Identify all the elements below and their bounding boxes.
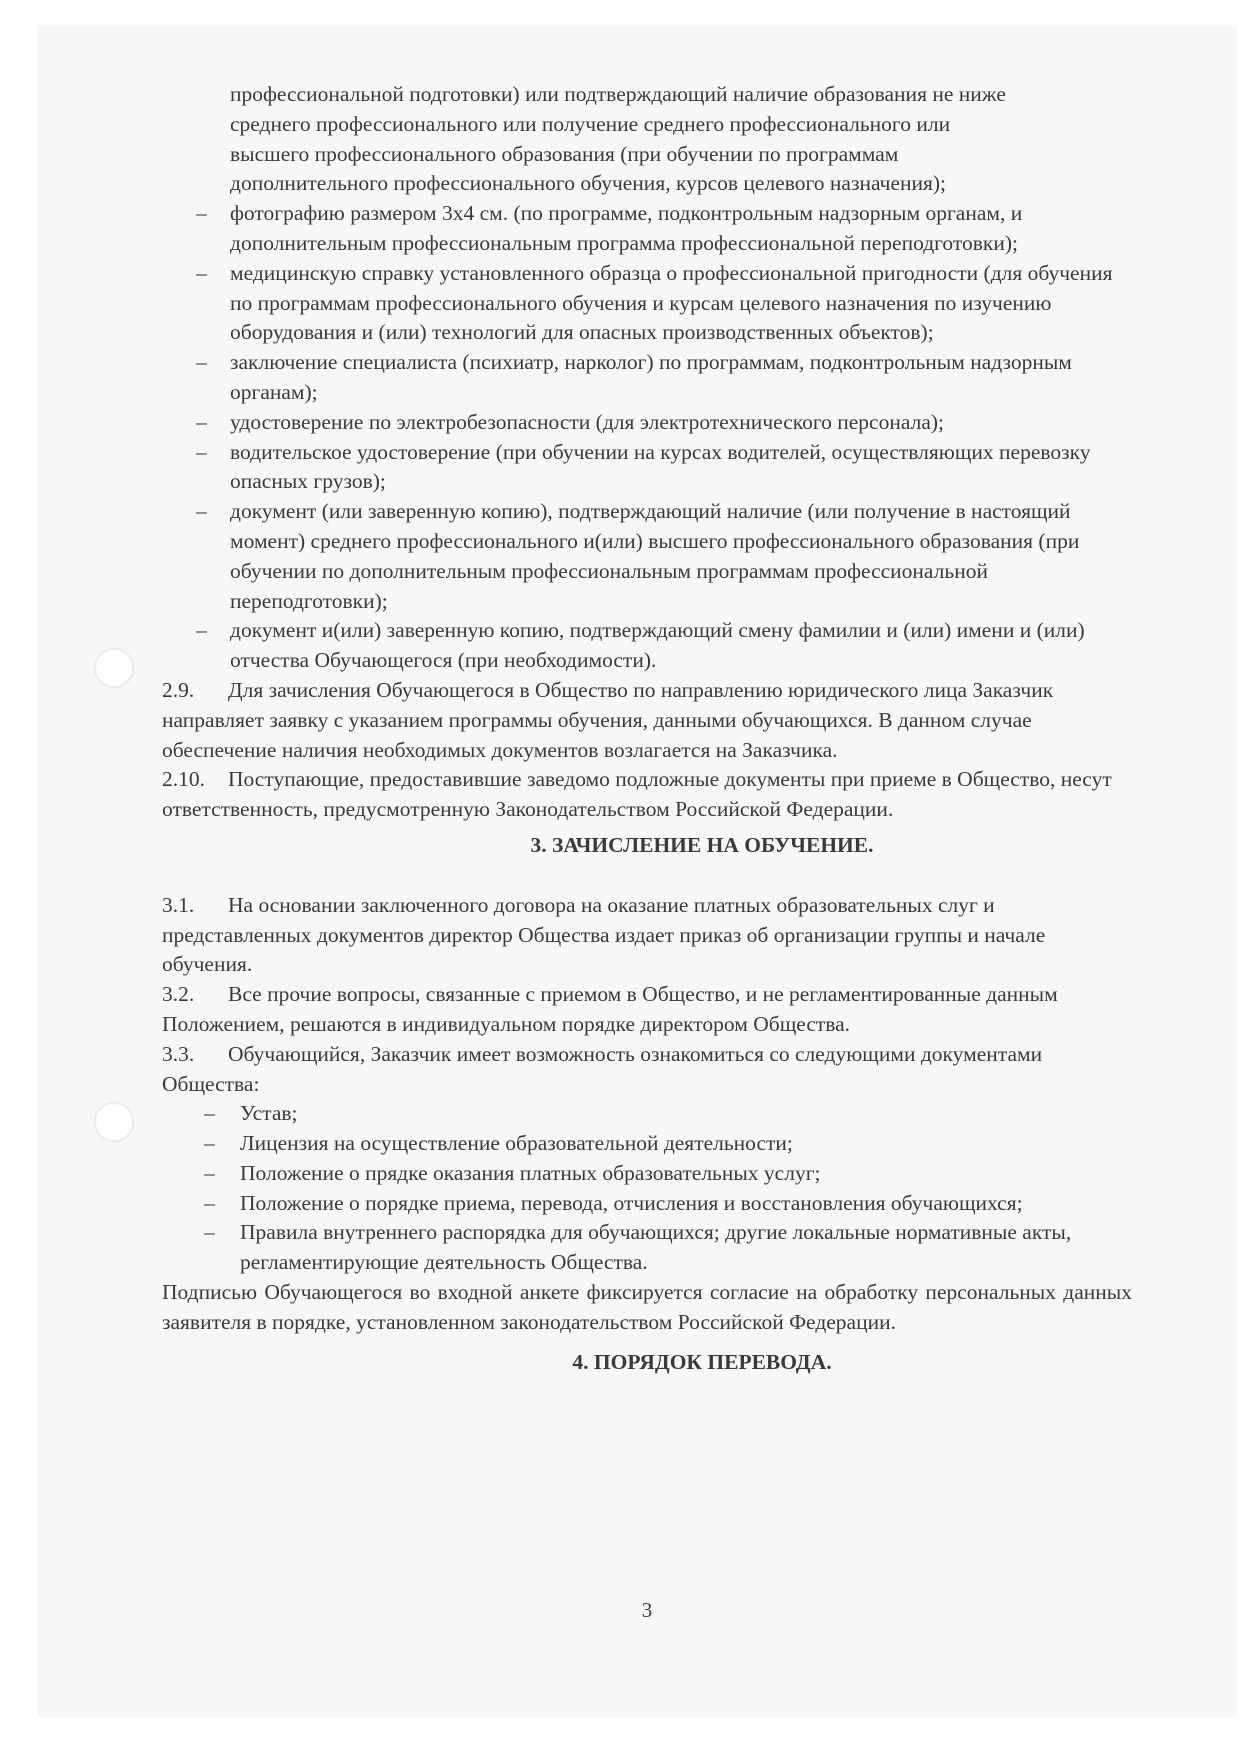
list-item-text: Положение о порядке приема, перевода, отчисления и восстановления обучающихся; <box>240 1190 1023 1215</box>
clause-number: 2.9. <box>162 677 195 702</box>
list-item <box>162 497 1132 616</box>
list-item-text: документ (или заверенную копию), подтверждающий наличие (или получение в настоящий момент) среднего профессионального и(или) высшего профессионального образования (при обучении по дополнительным профессиональным программам профессиональной переподготовки); <box>230 499 1080 613</box>
clause-text: На основании заключенного договора на оказание платных образовательных слуг и представленных документов директор Общества издает приказ об организации группы и начале обучения. <box>162 892 1046 977</box>
clause-text: Для зачисления Обучающегося в Общество по направлению юридического лица Заказчик направляет заявку с указанием программы обучения, данными обучающихся. В данном случае обеспечение наличия необходимых документов возлагается на Заказчика. <box>162 677 1054 762</box>
document-body <box>162 80 1132 1407</box>
paragraph-3-1 <box>162 891 1132 980</box>
dash-bullet: – <box>196 409 207 434</box>
list-item <box>162 1189 1132 1219</box>
list-item <box>162 616 1132 676</box>
clause-number: 2.10. <box>162 767 205 792</box>
paragraph-2-9 <box>162 676 1132 765</box>
section-4-heading: 4. ПОРЯДОК ПЕРЕВОДА. <box>572 1349 832 1374</box>
dash-bullet: – <box>204 1220 215 1245</box>
list-item <box>162 1159 1132 1189</box>
text-line: профессиональной подготовки) или подтверждающий наличие образования не ниже <box>230 82 1006 106</box>
clause-number: 3.3. <box>162 1041 195 1066</box>
dash-bullet: – <box>204 1131 215 1156</box>
dash-bullet: – <box>196 618 207 643</box>
required-documents-list <box>162 199 1132 676</box>
paragraph-2-10 <box>162 765 1132 825</box>
paragraph-3-3 <box>162 1040 1132 1100</box>
list-item <box>162 348 1132 408</box>
dash-bullet: – <box>204 1160 215 1185</box>
list-item-text: документ и(или) заверенную копию, подтверждающий смену фамилии и (или) имени и (или) отчества Обучающегося (при необходимости). <box>230 618 1085 673</box>
dash-bullet: – <box>196 350 207 375</box>
continued-list-item <box>162 80 1132 199</box>
list-item <box>162 199 1132 259</box>
dash-bullet: – <box>204 1101 215 1126</box>
list-item <box>162 1129 1132 1159</box>
dash-bullet: – <box>196 499 207 524</box>
clause-text: Поступающие, предоставившие заведомо подложные документы при приеме в Общество, несут ответственность, предусмотренную Законодательством Российской Федерации. <box>162 767 1112 822</box>
punch-hole-top <box>94 648 134 688</box>
punch-hole-bottom <box>94 1102 134 1142</box>
dash-bullet: – <box>196 260 207 285</box>
dash-bullet: – <box>196 439 207 464</box>
list-item <box>162 1218 1132 1278</box>
dash-bullet: – <box>204 1190 215 1215</box>
list-item-text: медицинскую справку установленного образца о профессиональной пригодности (для обучения по программам профессионального обучения и курсам целевого назначения по изучению оборудования и (или) технологий для опасных производственных объектов); <box>230 260 1113 345</box>
list-item-text: заключение специалиста (психиатр, нарколог) по программам, подконтрольным надзорным органам); <box>230 350 1072 404</box>
list-item-text: Устав; <box>240 1101 298 1126</box>
list-item <box>162 438 1132 498</box>
paragraph-3-2 <box>162 980 1132 1040</box>
list-item <box>162 1099 1132 1129</box>
list-item-text: Положение о прядке оказания платных образовательных услуг; <box>240 1160 821 1185</box>
clause-number: 3.1. <box>162 892 195 917</box>
clause-text: Все прочие вопросы, связанные с приемом в Общество, и не регламентированные данным Положением, решаются в индивидуальном порядке директором Общества. <box>162 982 1058 1036</box>
page-number: 3 <box>641 1598 653 1622</box>
list-item-text: Лицензия на осуществление образовательной деятельности; <box>240 1131 793 1156</box>
dash-bullet: – <box>196 201 207 226</box>
text-line: дополнительного профессионального обучения, курсов целевого назначения); <box>230 171 947 196</box>
list-item-text: фотографию размером 3х4 см. (по программе, подконтрольным надзорным органам, и дополнительным профессиональным программа профессиональной переподготовки); <box>230 201 1023 255</box>
text-line: среднего профессионального или получение среднего профессионального или <box>230 111 951 136</box>
section-3-heading: 3. ЗАЧИСЛЕНИЕ НА ОБУЧЕНИЕ. <box>530 832 874 857</box>
list-item-text: удостоверение по электробезопасности (для электротехнического персонала); <box>230 409 944 434</box>
consent-paragraph: Подписью Обучающегося во входной анкете фиксируется согласие на обработку персональных данных заявителя в порядке, установленном законодательством Российской Федерации. <box>162 1280 1132 1334</box>
list-item <box>162 408 1132 438</box>
list-item-text: Правила внутреннего распорядка для обучающихся; другие локальные нормативные акты, регламентирующие деятельность Общества. <box>240 1220 1072 1275</box>
clause-number: 3.2. <box>162 982 195 1007</box>
society-documents-list <box>162 1099 1132 1278</box>
text-line: высшего профессионального образования (при обучении по программам <box>230 141 899 166</box>
list-item <box>162 259 1132 348</box>
list-item-text: водительское удостоверение (при обучении на курсах водителей, осуществляющих перевозку опасных грузов); <box>230 439 1091 494</box>
clause-text: Обучающийся, Заказчик имеет возможность ознакомиться со следующими документами Общества: <box>162 1041 1043 1096</box>
